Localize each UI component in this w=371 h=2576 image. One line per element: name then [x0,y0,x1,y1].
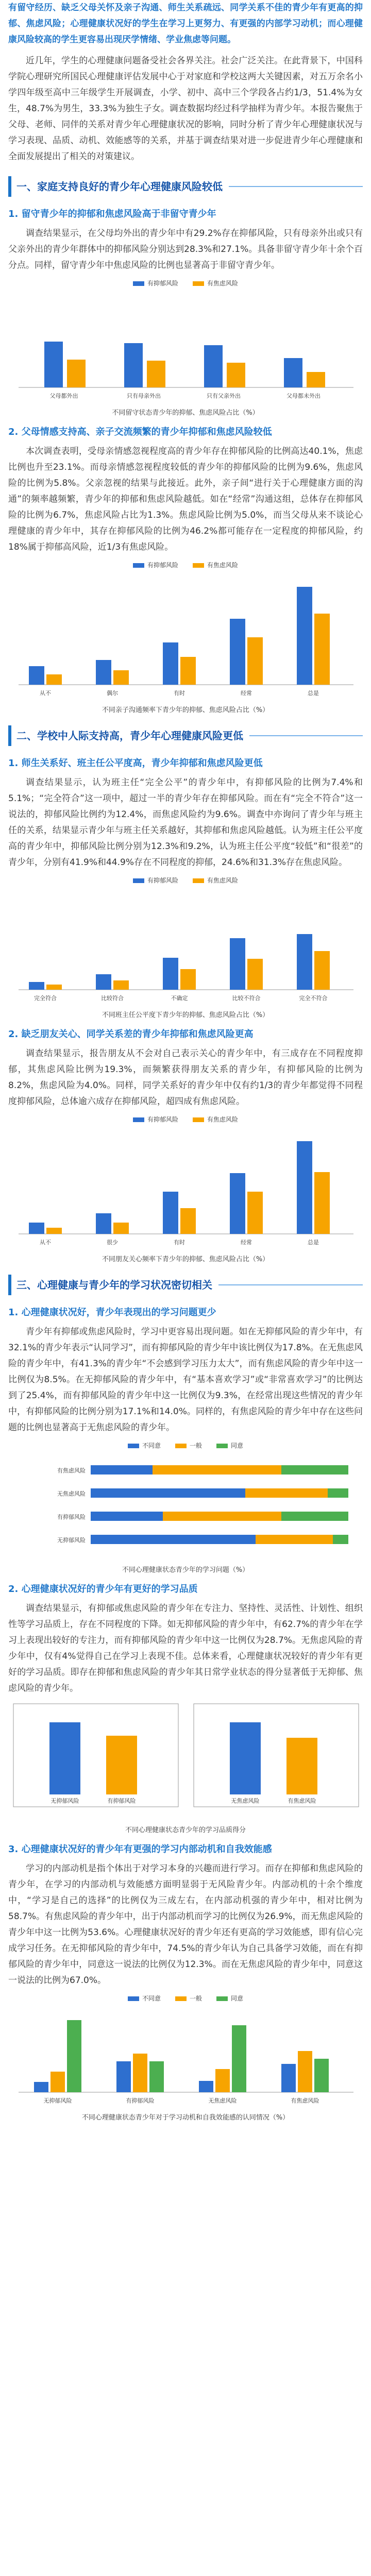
x-tick-label: 只有母亲外出 [127,393,161,399]
chart-caption: 不同朋友关心频率下青少年的抑郁、焦虑风险占比（%） [102,1256,269,1263]
x-tick-label: 无抑郁风险 [50,1798,79,1804]
chart-5-svg [8,1452,363,1560]
bar [113,670,129,685]
chart-caption: 不同班主任公平度下青少年的抑郁、焦虑风险占比（%） [102,1011,269,1019]
bar [297,934,312,990]
section-2-paragraph-1: 调查结果显示，认为班主任“完全公平”的青少年中，有抑郁风险的比例为7.4%和5.1%；“完全符合”这一项中，超过一半的青少年存在抑郁风险。而在有“完全不符合”这一说法的，抑郁风险比例约为12.4%，而焦虑风险约为9.6%。调查中亦询问了青少年与班主任的关系，结果显示青少年与班主任关系越好，其抑郁和焦虑风险越低。认为班主任公平度高的青少年中，抑郁风险比例分别为12.3%和9.2%，认为班主任公平度“较低”和“很差”的青少年，分别有41.9%和44.9%存在不同程度的抑郁，24.6%和31.3%存在焦虑风险。 [8,777,363,868]
bar [34,2082,48,2092]
x-tick-label: 比较不符合 [232,995,261,1002]
bar [199,2081,213,2092]
chart-legend [8,1994,363,2003]
chart-panel [194,1704,359,1807]
bar [163,1192,178,1234]
stacked-row [57,1465,348,1475]
chart-learning-quality [8,1702,363,1834]
intro-lead: 有留守经历、缺乏父母关怀及亲子沟通、师生关系疏远、同学关系不佳的青少年有更高的抑郁、焦虑风险；心理健康状况好的学生在学习上更努力、有更强的内部学习动机；而心理健康风险较高的学生更容易出现厌学情绪、学业焦虑等问题。 [8,3,363,45]
bar [149,2061,164,2092]
bar [180,657,196,685]
x-tick-label: 很少 [107,1239,118,1246]
bar [247,637,263,685]
row-label: 有焦虑风险 [57,1467,86,1474]
bar [314,2059,329,2092]
legend-item: 有抑郁风险 [133,561,178,569]
bar [297,1141,312,1234]
bar [230,619,245,685]
chart-4-svg [8,1126,363,1249]
bar [133,2054,147,2092]
chart-legend [8,1115,363,1124]
bar [116,2061,131,2092]
section-3-header [8,1275,363,1295]
bar [230,1173,245,1234]
x-tick-label: 总是 [308,690,319,697]
bar [106,1736,137,1794]
section-1-header [8,176,363,197]
bar-group [29,934,330,990]
bar [204,345,223,387]
bar [180,969,196,990]
section-2-title: 二、学校中人际支持高，青少年心理健康风险更低 [16,730,243,742]
bar [286,1738,317,1794]
legend-item: 同意 [216,1994,243,2003]
section-1-title: 一、家庭支持良好的青少年心理健康风险较低 [16,180,223,193]
chart-teacher-fairness [8,876,363,1019]
x-tick-label: 无焦虑风险 [231,1798,260,1804]
bar [314,951,330,990]
x-tick-label: 只有父亲外出 [207,393,241,399]
bar [230,1722,261,1794]
bar-group [29,1141,330,1234]
bar-segment [163,1512,281,1521]
section-1-sub-2: 2. 父母情感支持高、亲子交流频繁的青少年抑郁和焦虑风险较低 [8,427,272,437]
bar [297,587,312,685]
x-tick-label: 父母都外出 [49,393,78,399]
section-3-paragraph-1: 青少年有抑郁或焦虑风险时，学习中更容易出现问题。如在无抑郁风险的青少年中，有32.1%的青少年表示“认同学习”，而有抑郁风险的青少年中该比例仅为17.8%。在无焦虑风险的青少年中，有41.3%的青少年“不会感到学习压力太大”，而有焦虑风险的青少年中这一比例仅为8.5%。在无抑郁风险的青少年中，有“基本喜欢学习”或“非常喜欢学习”的比例达到了25.4%，而有抑郁风险的青少年中这一比例仅为9.3%，在经常出现这些情况的青少年中，有抑郁风险的比例分别为17.1%和14.0%。同样的，有焦虑风险的青少年中存在这些问题的比例也显著高于无焦虑风险的青少年。 [8,1327,363,1433]
section-2-sub-1: 1. 师生关系好、班主任公平度高，青少年抑郁和焦虑风险更低 [8,758,263,769]
stacked-row [57,1535,348,1544]
bar-segment [281,1465,348,1475]
bar [307,372,325,387]
bar [67,2020,81,2092]
x-tick-label: 有时 [174,1239,185,1246]
bar-group [29,587,330,685]
bar [29,982,44,990]
chart-caption: 不同心理健康状态青少年的学习问题（%） [122,1566,249,1574]
bar [247,1192,263,1234]
x-tick-label: 完全不符合 [299,995,328,1002]
x-tick-label: 不确定 [171,995,188,1002]
section-3-sub-1: 1. 心理健康状况好，青少年表现出的学习问题更少 [8,1307,216,1318]
bar [284,358,302,387]
section-2-sub-2: 2. 缺乏朋友关心、同学关系差的青少年抑郁和焦虑风险更高 [8,1029,254,1040]
bar-segment [256,1535,333,1544]
x-tick-label: 有抑郁风险 [126,2097,155,2104]
chart-caption: 不同留守状态青少年的抑郁、焦虑风险占比（%） [112,409,259,417]
bar [147,361,165,387]
bar-segment [91,1512,163,1521]
bar [46,1228,62,1234]
x-tick-label: 父母都未外出 [286,393,321,399]
chart-caption: 不同心理健康状态青少年对于学习动机和自我效能感的认同情况（%） [81,2114,290,2122]
row-label: 无抑郁风险 [57,1537,86,1544]
chart-caption: 不同心理健康状态青少年的学习品质得分 [125,1826,246,1834]
section-marker [8,725,11,746]
section-divider [229,186,363,187]
legend-item: 有焦虑风险 [193,561,238,569]
legend-item: 不同意 [128,1994,161,2003]
section-marker [8,1275,11,1295]
bar [124,343,143,387]
chart-1-svg [8,290,363,403]
stacked-row [57,1488,348,1498]
bar [180,1208,196,1234]
bar [96,974,111,990]
bar [314,1172,330,1234]
chart-6-svg [8,1702,363,1820]
section-2-paragraph-2: 调查结果显示，报告朋友从不会对自己表示关心的青少年中，有三成存在不同程度抑郁，其焦虑风险比例为19.3%，而频繁获得朋友关系的青少年，有抑郁风险的比例为8.2%，焦虑风险为4.0%。同样，同学关系好的青少年中仅有约1/3的青少年都觉得不同程度抑郁风险，总体逾六成存在抑郁风险，超四成有焦虑风险。 [8,1048,363,1107]
bar-group [44,342,325,387]
chart-left-behind [8,279,363,417]
x-tick-label: 比较符合 [101,995,124,1002]
section-divider [218,1284,363,1285]
chart-friend-care [8,1115,363,1263]
legend-item: 有焦虑风险 [193,876,238,885]
chart-3-svg [8,887,363,1005]
section-3-sub-2: 2. 心理健康状况好的青少年有更好的学习品质 [8,1584,198,1595]
row-label: 有抑郁风险 [57,1514,86,1520]
bar-segment [245,1488,328,1498]
section-1-paragraph-1: 调查结果显示，在父母均外出的青少年中有29.2%存在抑郁风险，只有母亲外出或只有父亲外出的青少年群体中的抑郁风险分别达到28.3%和27.1%。具备非留守青少年十余个百分点。同样，留守青少年中焦虑风险的比例也显著高于非留守青少年。 [8,228,363,270]
section-3-paragraph-3: 学习的内部动机是指个体出于对学习本身的兴趣而进行学习。而存在抑郁和焦虑风险的青少年，在学习的内部动机与效能感方面明显弱于无风险青少年。内部动机的十余个维度中，“学习是自己的选择”的比例仅为三成左右，在内部动机强的青少年中，相对比例为58.7%。有焦虑风险的青少年中，出于内部动机而学习的比例仅为26.9%，而无焦虑风险的青少年中这一比例为53.6%。心理健康状况好的青少年还有更高的学习效能感，即有信心完成学习任务。在无抑郁风险的青少年中，74.5%的青少年认为自己具备学习效能，而在有抑郁风险的青少年中，同意这一说法的比例仅为12.3%。而在无焦虑风险的青少年中，同意这一说法的比例为67.0%。 [8,1863,363,1986]
chart-legend [8,876,363,885]
legend-item: 有焦虑风险 [193,279,238,287]
legend-item: 不同意 [128,1441,161,1450]
bar [113,1223,129,1234]
x-tick-label: 从不 [40,690,51,697]
bar [247,959,263,990]
bar-segment [91,1488,245,1498]
chart-legend [8,279,363,287]
bar [113,980,129,990]
chart-legend [8,561,363,569]
bar-segment [333,1535,348,1544]
bar [67,360,86,387]
bar [29,666,44,685]
section-marker [8,176,11,197]
chart-caption: 不同亲子沟通频率下青少年的抑郁、焦虑风险占比（%） [102,706,269,714]
section-3-title: 三、心理健康与青少年的学习状况密切相关 [16,1279,212,1291]
x-tick-label: 有焦虑风险 [291,2097,319,2104]
x-tick-label: 完全符合 [34,995,57,1002]
section-3-sub-3: 3. 心理健康状况好的青少年有更强的学习内部动机和自我效能感 [8,1844,272,1855]
x-tick-label: 有时 [174,690,185,697]
bar [96,660,111,685]
bar [227,363,245,387]
bar [50,2072,65,2092]
x-tick-label: 偶尔 [107,690,118,697]
legend-item: 同意 [216,1441,243,1450]
bar [215,2069,230,2092]
legend-item: 有抑郁风险 [133,1115,178,1124]
section-2-header [8,725,363,746]
x-tick-label: 无焦虑风险 [208,2097,237,2104]
bar [314,614,330,685]
x-tick-label: 有焦虑风险 [288,1798,316,1804]
bar [49,1722,80,1794]
x-tick-label: 有抑郁风险 [107,1798,136,1804]
x-tick-label: 无抑郁风险 [43,2097,72,2104]
bar [29,1223,44,1234]
bar [230,938,245,990]
bar-segment [91,1535,256,1544]
chart-parent-communication [8,561,363,714]
bar [232,2025,246,2092]
bar-group [34,2020,329,2092]
x-tick-label: 从不 [40,1239,51,1246]
bar [163,642,178,685]
bar-segment [91,1465,153,1475]
x-tick-label: 总是 [308,1239,319,1246]
bar [163,958,178,990]
chart-learning-problems [8,1441,363,1574]
section-1-paragraph-2: 本次调查表明，受母亲情感忽视程度高的青少年存在抑郁风险的比例高达40.1%，焦虑比例也升至23.1%。而母亲情感忽视程度较低的青少年的抑郁风险的比例为9.6%，焦虑风险的比例为5.8%。父亲忽视的结果与此接近。此外，亲子间“进行关于心理健康方面的沟通”的频率越频繁，青少年的抑郁和焦虑风险越低。如在“经常”沟通这组，总体存在抑郁风险的比例为6.7%，焦虑风险占比为1.3%。焦虑风险比例为5.0%，而当父母从来不谈论心理健康的青少年中，其存在抑郁风险的比例为46.2%都可能存在一定程度的抑郁风险，约18%属于抑郁高风险，近1/3有焦虑风险。 [8,446,363,552]
legend-item: 有抑郁风险 [133,876,178,885]
bar-segment [281,1512,348,1521]
x-tick-label: 经常 [241,690,252,697]
chart-motivation [8,1994,363,2122]
stacked-row [57,1512,348,1521]
bar-segment [328,1488,348,1498]
bar [46,674,62,685]
legend-item: 有焦虑风险 [193,1115,238,1124]
bar [281,2064,296,2092]
row-label: 无焦虑风险 [57,1490,86,1497]
chart-7-svg [8,2005,363,2108]
legend-item: 有抑郁风险 [133,279,178,287]
chart-legend [8,1441,363,1450]
bar-segment [153,1465,281,1475]
legend-item: 一般 [175,1994,202,2003]
intro-body: 近几年，学生的心理健康问题备受社会各界关注。社会广泛关注。在此背景下，中国科学院心理研究所国民心理健康评估发展中心于对家庭和学校这两大关键因素，对五万余名小学四年级至高中三年级学生开展调查，小学、初中、高中三个学段各占约1/3，51.4%为女生，48.7%为男生，33.3%为独生子女。调查数据均经过科学抽样为青少年。本报告聚焦于父母、老师、同伴的关系对青少年心理健康状况的影响，同时分析了青少年心理健康状况与学习表现、品质、动机、效能感等的关系，并基于调查结果对进一步促进青少年心理健康和全面发展提出了相关的对策建议。 [8,56,363,162]
chart-2-svg [8,571,363,700]
bar [44,342,63,387]
section-divider [249,735,363,736]
chart-panel [13,1704,178,1807]
bar [46,985,62,990]
bar [298,2051,312,2092]
bar [96,1213,111,1234]
legend-item: 一般 [175,1441,202,1450]
section-3-paragraph-2: 调查结果显示，有抑郁或焦虑风险的青少年在专注力、坚持性、灵活性、计划性、组织性等学习品质上，存在不同程度的下降。如无抑郁风险的青少年中，有62.7%的青少年在学习上表现出较好的专注力，而有抑郁风险的青少年中这一比例仅为28.7%。无焦虑风险的青少年中，仅有4%觉得自己在学习上表现不佳。总体来看，心理健康状况较好的青少年有更好的学习品质。即存在抑郁和焦虑风险的青少年其日常学业状态的得分显著低于无抑郁、焦虑风险的青少年。 [8,1603,363,1693]
x-tick-label: 经常 [241,1239,252,1246]
section-1-sub-1: 1. 留守青少年的抑郁和焦虑风险高于非留守青少年 [8,209,216,219]
